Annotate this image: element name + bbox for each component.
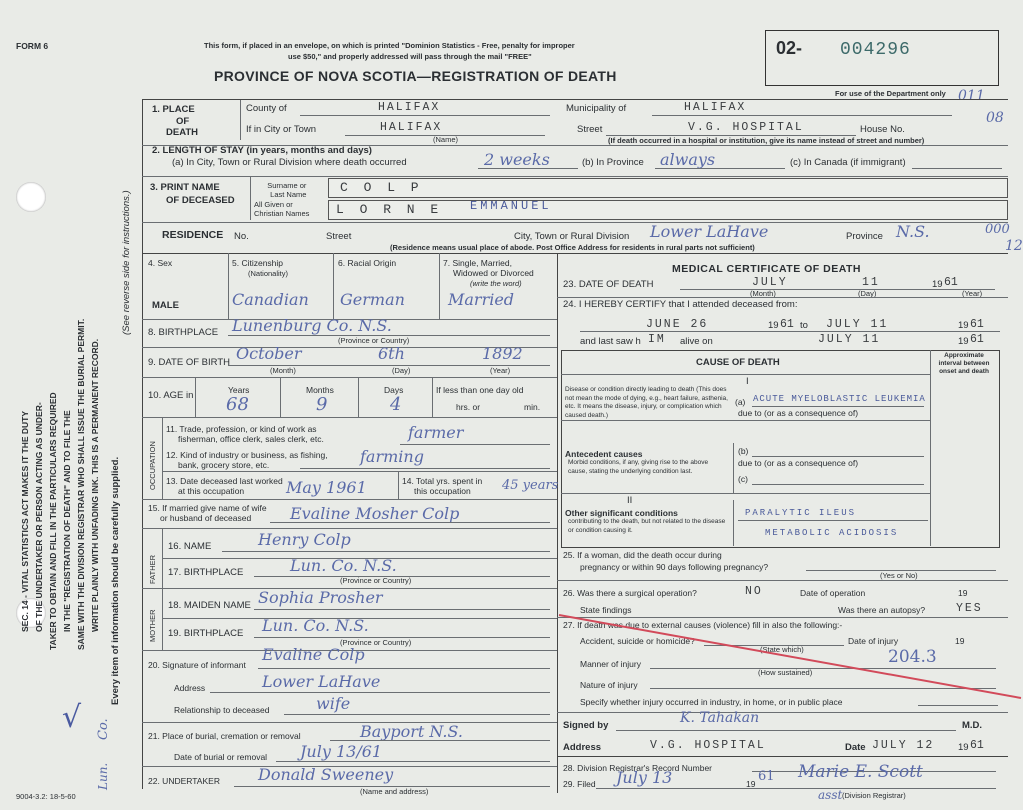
q16-value: Henry Colp <box>258 530 351 549</box>
marital-value: Married <box>448 290 515 309</box>
q17-label: 17. BIRTHPLACE <box>168 567 244 578</box>
margin-handwriting: Co. <box>96 718 111 740</box>
given-label: All Given or Christian Names <box>254 200 310 218</box>
sex-label: 4. Sex <box>148 258 173 268</box>
place-label-2: OF <box>176 116 190 127</box>
name-sublabel: (Name) <box>433 135 459 144</box>
antecedent-desc: Morbid conditions, if any, giving rise to the above cause, stating the underlying condition last. <box>568 459 709 475</box>
manner-value: 204.3 <box>888 647 937 667</box>
name-label-1: 3. PRINT NAME <box>150 182 220 193</box>
county-value: HALIFAX <box>378 101 441 114</box>
residence-label: RESIDENCE <box>162 229 224 241</box>
father-side-label: FATHER <box>148 554 157 584</box>
filed-year-prefix: 19 <box>746 779 756 789</box>
attended-from: JUNE 26 <box>646 318 709 331</box>
q25-sub: (Yes or No) <box>880 571 918 580</box>
q22-sub: (Name and address) <box>360 787 429 796</box>
q13-label: 13. Date deceased last worked <box>166 476 283 486</box>
cause-a-label: (a) <box>735 397 746 407</box>
q21-label: 21. Place of burial, cremation or removal <box>148 731 301 741</box>
city-label: If in City or Town <box>246 124 317 135</box>
q18-value: Sophia Prosher <box>258 588 383 607</box>
margin-line8: (See reverse side for instructions.) <box>121 190 132 335</box>
registration-number: 004296 <box>840 40 911 60</box>
alive-year: 61 <box>970 333 984 346</box>
age-days-label: Days <box>384 385 404 395</box>
margin-line3: TAKER TO OBTAIN AND FILL IN THE PARTICULARS REQUIRED <box>48 392 58 650</box>
q14-value: 45 years <box>502 478 559 493</box>
q11-value: farmer <box>408 423 464 442</box>
q23-month: JULY <box>752 276 788 289</box>
filed-date-value: July 13 <box>616 768 673 787</box>
q26-value: NO <box>745 585 763 598</box>
q19-label: 19. BIRTHPLACE <box>168 628 244 639</box>
stay-b-label: (b) In Province <box>582 157 644 168</box>
racial-value: German <box>340 290 405 309</box>
alive-label: alive on <box>680 336 713 347</box>
margin-line7: Every item of information should be carefully supplied. <box>110 456 121 705</box>
q24-label: 24. I HEREBY CERTIFY that I attended deceased from: <box>563 299 798 310</box>
margin-note-000: 000 <box>985 222 1010 237</box>
street-label: Street <box>577 124 603 135</box>
margin-sec14: SEC. 14 - VITAL STATISTICS ACT MAKES IT THE DUTY <box>20 410 30 632</box>
q25-label-2: pregnancy or within 90 days following pregnancy? <box>580 562 769 572</box>
q15-value: Evaline Mosher Colp <box>290 504 460 523</box>
from-year-prefix: 19 <box>768 320 779 331</box>
to-label: to <box>800 320 808 331</box>
other-conditions-desc: contributing to the death, but not related to the disease or condition causing it. <box>568 518 726 534</box>
age-months-label: Months <box>306 385 334 395</box>
autopsy-value: YES <box>956 602 983 615</box>
dob-label: 9. DATE OF BIRTH <box>148 357 230 368</box>
roman-one: I <box>746 376 749 387</box>
alive-date: JULY 11 <box>818 333 881 346</box>
margin-line4: IN THE "REGISTRATION OF DEATH" AND TO FILE THE <box>62 410 72 632</box>
last-saw-value: IM <box>648 333 666 346</box>
q12-label: 12. Kind of industry or business, as fishing, <box>166 450 328 460</box>
how-sustained-sub: (How sustained) <box>758 668 813 677</box>
burial-date-label: Date of burial or removal <box>174 752 268 762</box>
cause-b-label: (b) <box>738 446 749 456</box>
autopsy-label: Was there an autopsy? <box>838 605 926 615</box>
min-label: min. <box>524 402 541 412</box>
informant-address-value: Lower LaHave <box>262 672 381 691</box>
due-to-label-b: due to (or as a consequence of) <box>738 458 859 468</box>
roman-two: II <box>627 495 633 506</box>
disease-label: Disease or condition directly leading to death (This does not mean the mode of dying, e.g., heart failure, asthenia, etc. It means the disease, injury, or complication which caused death.) <box>565 386 728 419</box>
age-months-value: 9 <box>316 394 328 415</box>
margin-check-mark: √ <box>62 700 82 735</box>
dob-year-sub: (Year) <box>490 366 511 375</box>
birthplace-label: 8. BIRTHPLACE <box>148 327 219 338</box>
injury-date-label: Date of injury <box>848 636 899 646</box>
citizenship-label: 5. Citizenship <box>232 258 284 268</box>
residence-province-value: N.S. <box>896 222 930 241</box>
q23-year: 61 <box>944 276 958 289</box>
county-label: County of <box>246 103 287 114</box>
margin-line2: OF THE UNDERTAKER OR PERSON ACTING AS UNDER- <box>34 402 44 632</box>
q22-value: Donald Sweeney <box>258 765 394 784</box>
q25-label: 25. If a woman, did the death occur during <box>563 550 722 560</box>
q12-label-2: bank, grocery store, etc. <box>178 460 270 470</box>
other-conditions-label: Other significant conditions <box>565 508 678 518</box>
stay-b-value: always <box>660 150 716 169</box>
margin-note-12: 12 <box>1005 238 1023 254</box>
q27-label: 27. If death was due to external causes (violence) fill in also the following:- <box>563 620 843 630</box>
name-label-2: OF DECEASED <box>166 195 235 206</box>
due-to-label-a: due to (or as a consequence of) <box>738 408 859 418</box>
residence-street-label: Street <box>326 231 352 242</box>
city-value: HALIFAX <box>380 121 443 134</box>
filed-year-value: 61 <box>758 769 775 784</box>
signed-by-value: K. Tahakan <box>680 710 760 726</box>
specify-label: Specify whether injury occurred in industry, in home, or in public place <box>580 697 843 707</box>
nature-label: Nature of injury <box>580 680 638 690</box>
form-code: 9004-3.2: 18-5-60 <box>16 792 76 801</box>
other-condition-1: PARALYTIC ILEUS <box>745 508 857 518</box>
house-label: House No. <box>860 124 905 135</box>
age-years-label: Years <box>228 385 250 395</box>
residence-no-label: No. <box>234 231 249 242</box>
signer-address-label: Address <box>563 742 602 753</box>
residence-city-value: Lower LaHave <box>650 222 769 241</box>
injury-year-prefix: 19 <box>955 636 965 646</box>
residence-province-label: Province <box>846 231 883 242</box>
q29-label: 29. Filed <box>563 779 596 789</box>
q11-label-2: fisherman, office clerk, sales clerk, etc. <box>178 434 324 444</box>
q19-value: Lun. Co. N.S. <box>262 616 369 635</box>
interval-label: Approximate interval between onset and death <box>938 352 990 375</box>
birthplace-value: Lunenburg Co. N.S. <box>232 316 392 335</box>
age-days-value: 4 <box>390 394 402 415</box>
margin-handwriting-2: Lun. <box>96 762 110 790</box>
q28-label: 28. Division Registrar's Record Number <box>563 763 713 773</box>
marital-label-2: Widowed or Divorced <box>453 268 534 278</box>
state-which-sub: (State which) <box>760 645 804 654</box>
q19-sub: (Province or Country) <box>340 638 412 647</box>
relationship-value: wife <box>316 694 351 713</box>
registrar-asst: asst <box>818 788 843 802</box>
q18-label: 18. MAIDEN NAME <box>168 600 251 611</box>
red-strike-line <box>557 612 1023 702</box>
dob-day-sub: (Day) <box>392 366 411 375</box>
medical-title: MEDICAL CERTIFICATE OF DEATH <box>672 263 861 275</box>
q13-value: May 1961 <box>286 478 367 497</box>
accident-label: Accident, suicide or homicide? <box>580 636 695 646</box>
state-findings-label: State findings <box>580 605 632 615</box>
q20-label: 20. Signature of informant <box>148 660 246 670</box>
antecedent-label: Antecedent causes <box>565 449 643 459</box>
q20-value: Evaline Colp <box>262 645 365 664</box>
cause-c-label: (c) <box>738 474 748 484</box>
dob-day: 6th <box>378 344 405 363</box>
cause-title: CAUSE OF DEATH <box>696 357 780 368</box>
department-use-label: For use of the Department only <box>835 89 946 98</box>
form-title: PROVINCE OF NOVA SCOTIA—REGISTRATION OF DEATH <box>214 68 617 84</box>
q11-label: 11. Trade, profession, or kind of work as <box>166 424 317 434</box>
to-year: 61 <box>970 318 984 331</box>
q26-label: 26. Was there a surgical operation? <box>563 588 697 598</box>
signed-by-label: Signed by <box>563 720 609 731</box>
place-label-1: 1. PLACE <box>152 104 195 115</box>
registrar-sub: (Division Registrar) <box>842 791 906 800</box>
hospital-note: (If death occurred in a hospital or institution, give its name instead of street and number) <box>608 136 925 145</box>
from-year: 61 <box>780 318 794 331</box>
cause-a-value: ACUTE MYELOBLASTIC LEUKEMIA <box>753 394 926 404</box>
place-label-3: DEATH <box>166 127 199 138</box>
given-value-2: EMMANUEL <box>470 199 552 213</box>
alive-year-prefix: 19 <box>958 336 969 347</box>
punch-hole-top <box>16 182 46 212</box>
registration-prefix: 02- <box>776 38 803 58</box>
birthplace-sub: (Province or Country) <box>338 336 410 345</box>
dob-month: October <box>236 344 302 363</box>
burial-date-value: July 13/61 <box>300 742 383 761</box>
q16-label: 16. NAME <box>168 541 212 552</box>
citizenship-sub: (Nationality) <box>248 269 289 278</box>
relationship-label: Relationship to deceased <box>174 705 270 715</box>
less-than-one-day-label: If less than one day old <box>436 385 524 395</box>
last-saw-label: and last saw h <box>580 336 641 347</box>
md-label: M.D. <box>962 720 983 731</box>
hrs-label: hrs. or <box>456 402 481 412</box>
q15-label-2: or husband of deceased <box>160 513 252 523</box>
residence-note: (Residence means usual place of abode. Post Office Address for residents in rural parts not sufficient) <box>390 243 755 252</box>
other-condition-2: METABOLIC ACIDOSIS <box>765 528 899 538</box>
given-value: L O R N E <box>336 202 443 217</box>
q14-label: 14. Total yrs. spent in <box>402 476 483 486</box>
form-number: FORM 6 <box>16 41 49 51</box>
registrar-signature: Marie E. Scott <box>798 762 923 782</box>
margin-line6: WRITE PLAINLY WITH UNFADING INK. THIS IS A PERMANENT RECORD. <box>90 338 100 632</box>
residence-city-label: City, Town or Rural Division <box>514 231 630 242</box>
dob-month-sub: (Month) <box>270 366 296 375</box>
signer-address-value: V.G. HOSPITAL <box>650 739 766 752</box>
q23-year-prefix: 19 <box>932 279 943 290</box>
stay-c-label: (c) In Canada (if immigrant) <box>790 157 906 168</box>
q17-sub: (Province or Country) <box>340 576 412 585</box>
q22-label: 22. UNDERTAKER <box>148 776 220 786</box>
q23-day-sub: (Day) <box>858 289 877 298</box>
q13-label-2: at this occupation <box>178 486 245 496</box>
margin-note-011: 011 <box>958 88 985 104</box>
street-value: V.G. HOSPITAL <box>688 121 804 134</box>
occupation-side-label: OCCUPATION <box>148 441 157 490</box>
sex-value: MALE <box>152 300 179 311</box>
signed-year-prefix: 19 <box>958 742 969 753</box>
signed-year: 61 <box>970 739 984 752</box>
racial-label: 6. Racial Origin <box>338 258 397 268</box>
mail-notice-line1: This form, if placed in an envelope, on which is printed "Dominion Statistics - Free, penalty for improper <box>204 41 575 50</box>
signed-date-label: Date <box>845 742 866 753</box>
q17-value: Lun. Co. N.S. <box>290 556 397 575</box>
signed-date-value: JULY 12 <box>872 739 935 752</box>
q21-value: Bayport N.S. <box>360 722 463 741</box>
operation-year-prefix: 19 <box>958 588 968 598</box>
q12-value: farming <box>360 447 424 466</box>
municipality-label: Municipality of <box>566 103 627 114</box>
stay-a-label: (a) In City, Town or Rural Division where death occurred <box>172 157 407 168</box>
attended-to: JULY 11 <box>826 318 889 331</box>
operation-date-label: Date of operation <box>800 588 866 598</box>
q14-label-2: this occupation <box>414 486 471 496</box>
stay-label: 2. LENGTH OF STAY (in years, months and days) <box>152 145 372 156</box>
dob-year: 1892 <box>482 344 523 363</box>
surname-label: Surname or Last Name <box>266 181 307 199</box>
q23-label: 23. DATE OF DEATH <box>563 279 654 290</box>
surname-value: C O L P <box>340 180 423 195</box>
stay-a-value: 2 weeks <box>484 150 550 169</box>
q15-label: 15. If married give name of wife <box>148 503 267 513</box>
age-label: 10. AGE in <box>148 390 194 401</box>
citizenship-value: Canadian <box>232 290 309 309</box>
margin-note-08: 08 <box>986 110 1004 126</box>
margin-line5: SAME WITH THE DIVISION REGISTRAR WHO SHALL ISSUE THE BURIAL PERMIT. <box>76 318 86 650</box>
manner-label: Manner of injury <box>580 659 641 669</box>
age-years-value: 68 <box>226 394 249 415</box>
marital-label-3: (write the word) <box>470 279 522 288</box>
municipality-value: HALIFAX <box>684 101 747 114</box>
marital-label: 7. Single, Married, <box>443 258 512 268</box>
q23-year-sub: (Year) <box>962 289 983 298</box>
mail-notice-line2: use $50," and properly addressed will pass through the mail "FREE" <box>288 52 532 61</box>
informant-address-label: Address <box>174 683 206 693</box>
q23-day: 11 <box>862 276 880 289</box>
q23-month-sub: (Month) <box>750 289 776 298</box>
to-year-prefix: 19 <box>958 320 969 331</box>
mother-side-label: MOTHER <box>148 609 157 642</box>
